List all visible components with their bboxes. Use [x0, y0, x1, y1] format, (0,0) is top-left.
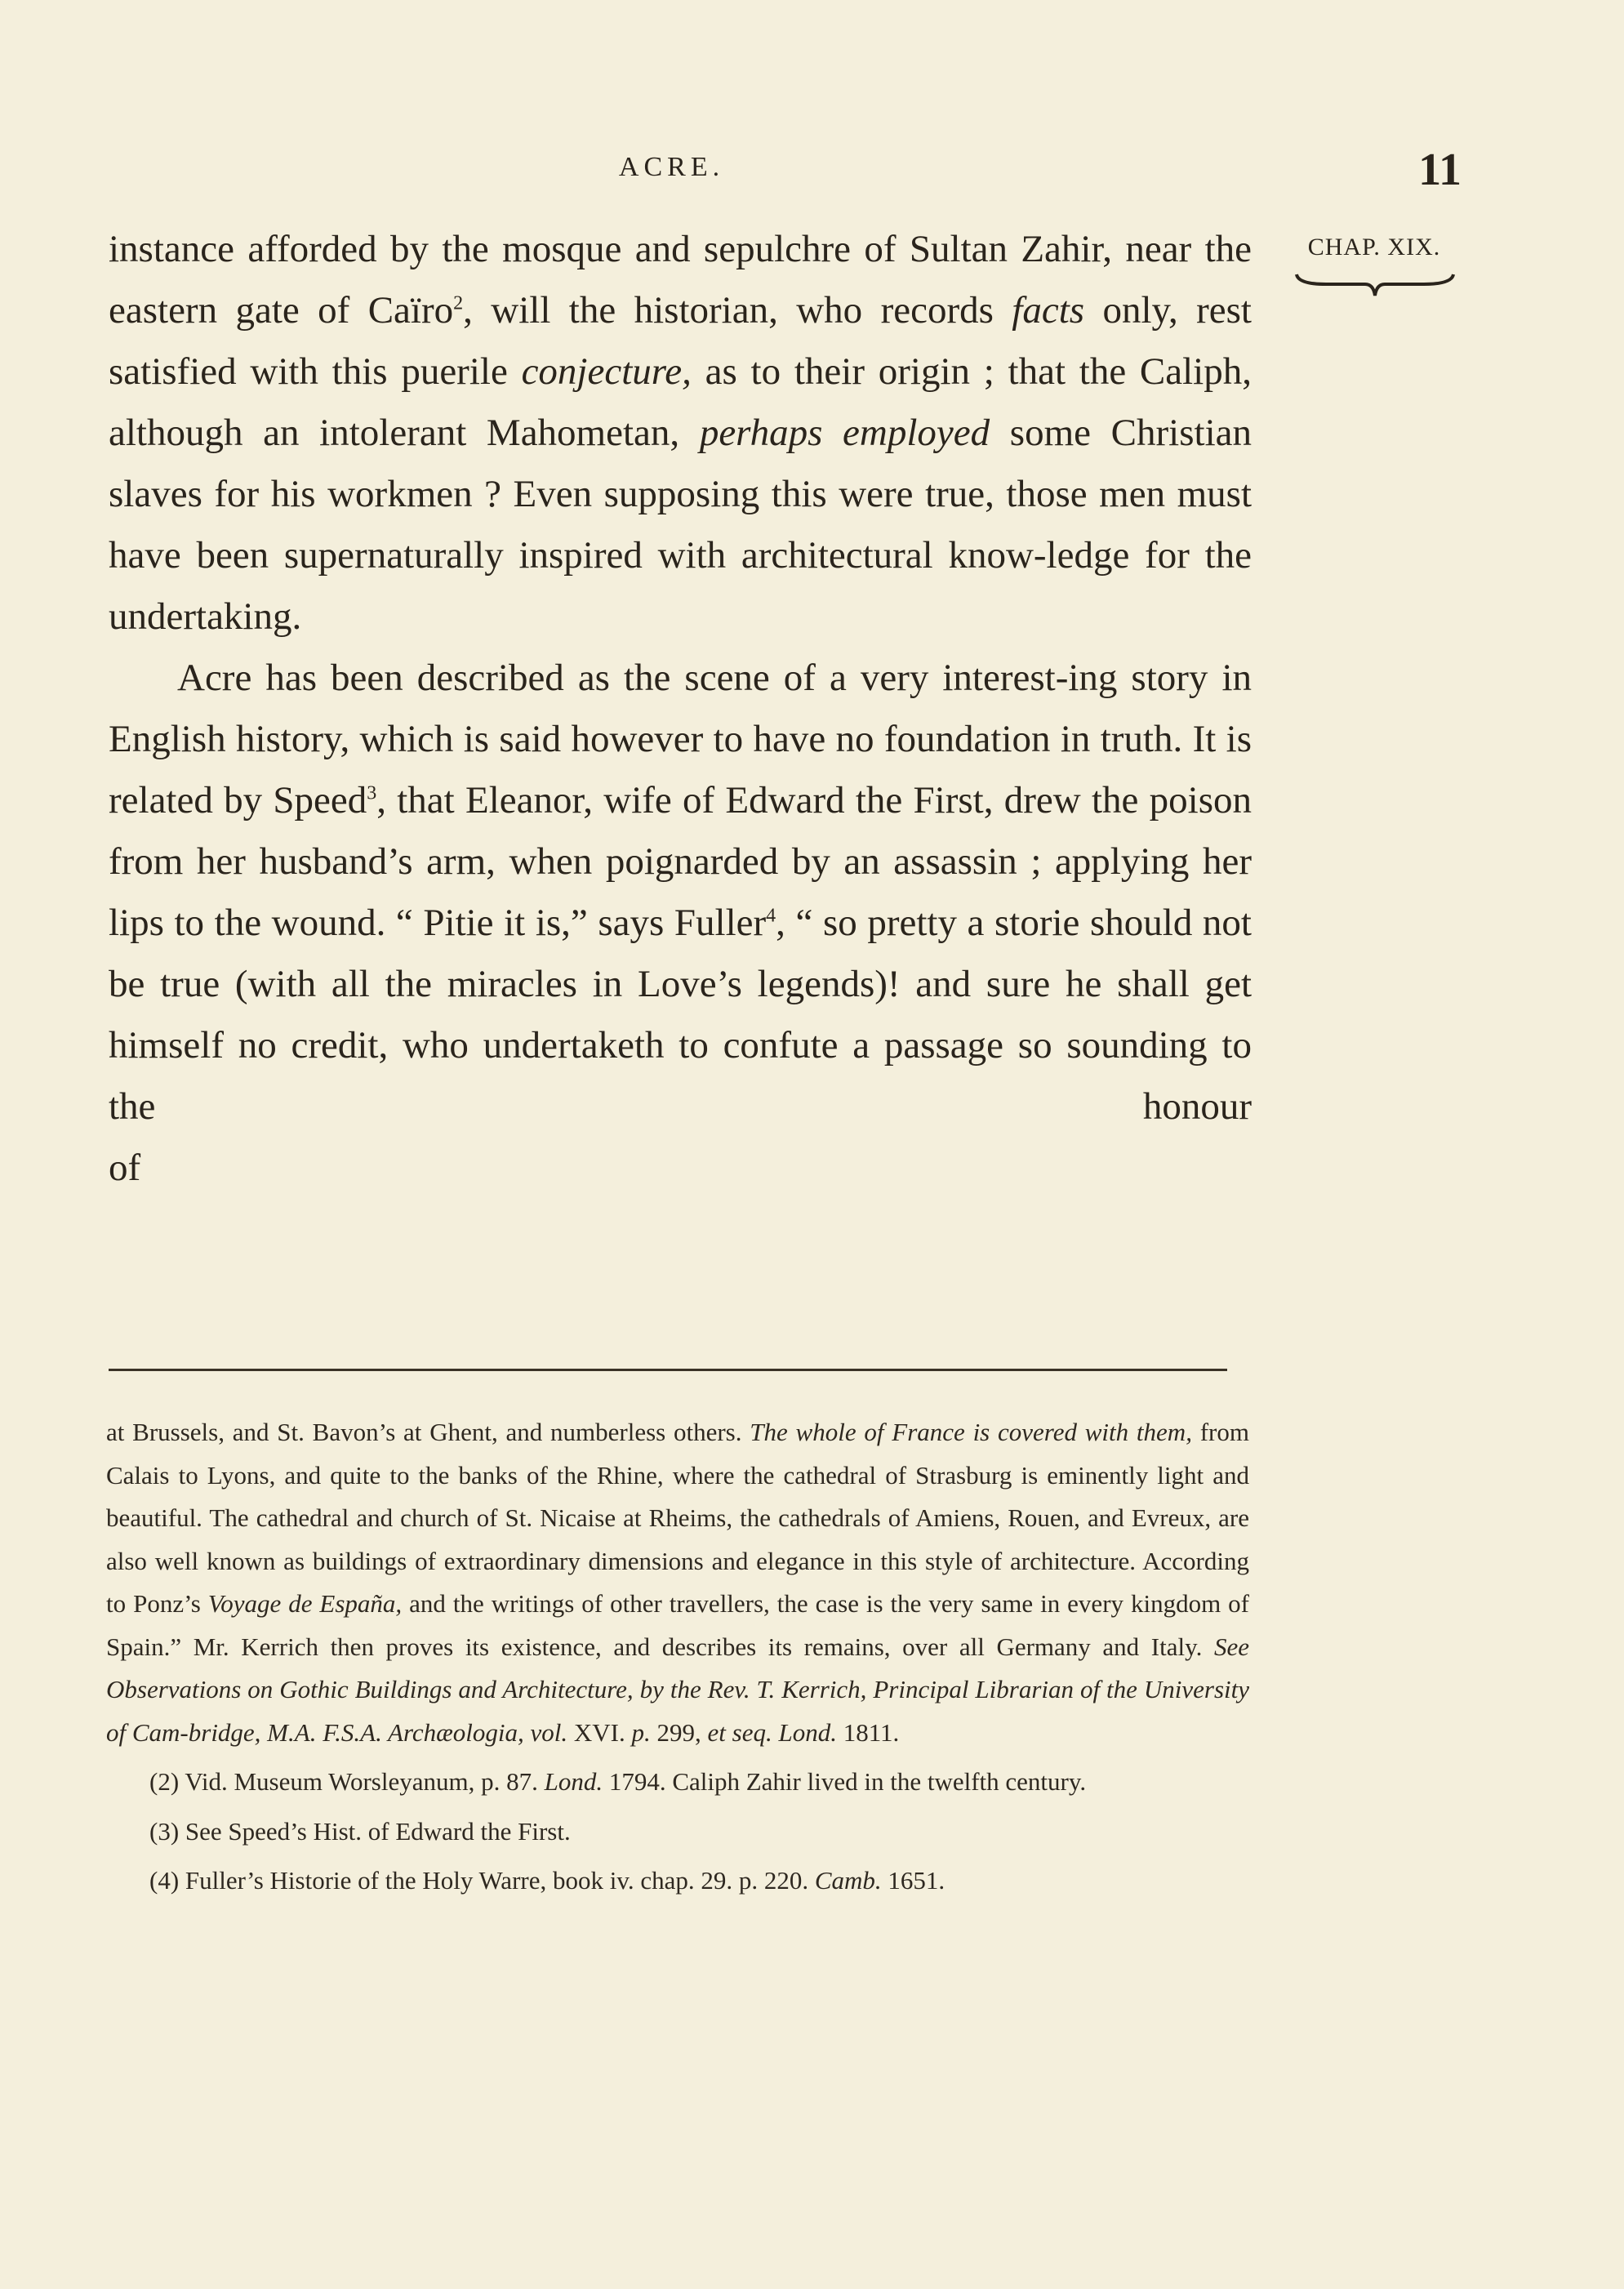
page-number: 11: [1418, 145, 1462, 195]
text-run: (4) Fuller’s Historie of the Holy Warre, book iv. chap. 29. p. 220.: [149, 1866, 815, 1895]
text-run: 1811.: [836, 1717, 900, 1747]
main-text: [109, 219, 1252, 1199]
text-run: from Calais to Lyons, and quite to the banks of the Rhine, where the cathedral of Strasburg is eminently light and beautiful. The cathedral and church of St. Nicaise at Rheims, the cathedrals of Amiens, Rouen, and Evreux, are also well known as buildings of extraordinary dimensions and elegance in this style of architecture. According to Ponz’s: [106, 1418, 1249, 1618]
text-run: 1794. Caliph Zahir lived in the twelfth century.: [603, 1767, 1087, 1796]
text-run: 1651.: [881, 1866, 945, 1895]
footnotes: [106, 1411, 1249, 1903]
footnote-3: [106, 1810, 1249, 1854]
footnote-2: [106, 1761, 1249, 1804]
italic-run: Lond.: [544, 1767, 603, 1796]
italic-run: et seq. Lond.: [707, 1717, 837, 1747]
catchword: of: [109, 1147, 141, 1189]
italic-run: conjecture,: [521, 350, 692, 393]
paragraph-2: [109, 648, 1252, 1138]
paragraph-1: [109, 219, 1252, 648]
running-title: ACRE.: [618, 152, 725, 182]
text-run: at Brussels, and St. Bavon’s at Ghent, and numberless others.: [106, 1418, 750, 1446]
footnote-continuation: [106, 1411, 1249, 1754]
italic-run: Voyage de España,: [207, 1589, 403, 1618]
text-run: XVI.: [567, 1717, 632, 1747]
chapter-margin-note: CHAP. XIX.: [1307, 234, 1441, 261]
italic-run: See Observations on Gothic Buildings and Architecture, by the Rev. T. Kerrich, Principal Librarian of the University of Cam-bridge, M.A. F.S.A. Archæologia, vol.: [106, 1632, 1249, 1747]
text-run: , that Eleanor, wife of Edward the First, drew the poison from her husband’s arm, when poignarded by an assassin ; applying her lips to the wound. “ Pitie it is,” says Fuller: [109, 779, 1252, 944]
margin-brace: [1293, 271, 1457, 299]
text-run: some Christian slaves for his workmen ? Even supposing this were true, those men must have been supernaturally inspired with architectural know-ledge for the undertaking.: [109, 412, 1252, 638]
text-run: (2) Vid. Museum Worsleyanum, p. 87.: [149, 1767, 545, 1796]
text-run: Acre has been described as the scene of a very interest-ing story in English history, which is said however to have no foundation in truth. It is related by Speed: [109, 657, 1252, 822]
text-run: (3) See Speed’s Hist. of Edward the First.: [149, 1816, 571, 1846]
footnote-4: [106, 1859, 1249, 1903]
text-run: , “ so pretty a storie should not be true (with all the miracles in Love’s legends)! and sure he shall get himself no credit, who undertaketh to confute a passage so sounding to the honour: [109, 902, 1252, 1128]
footnote-rule: [109, 1369, 1227, 1371]
text-run: only, rest satisfied with this puerile: [109, 289, 1252, 393]
text-run: instance afforded by the mosque and sepulchre of Sultan Zahir, near the eastern gate of Caïro: [109, 228, 1252, 332]
italic-run: Camb.: [814, 1866, 882, 1895]
italic-run: perhaps employed: [699, 412, 990, 454]
text-run: , will the historian, who records: [463, 289, 1012, 332]
text-run: as to their origin ; that the Caliph, although an intolerant Mahometan,: [109, 350, 1252, 454]
footnote-ref: 2: [453, 292, 464, 314]
italic-run: p.: [631, 1717, 651, 1747]
footnote-ref: 3: [367, 782, 377, 804]
footnote-ref: 4: [766, 905, 776, 927]
italic-run: facts: [1012, 289, 1085, 332]
text-run: and the writings of other travellers, the case is the very same in every kingdom of Spain.” Mr. Kerrich then proves its existence, and describes its remains, over all Germany and Italy.: [106, 1589, 1249, 1661]
text-run: 299,: [650, 1717, 708, 1747]
italic-run: The whole of France is covered with them,: [750, 1418, 1192, 1446]
